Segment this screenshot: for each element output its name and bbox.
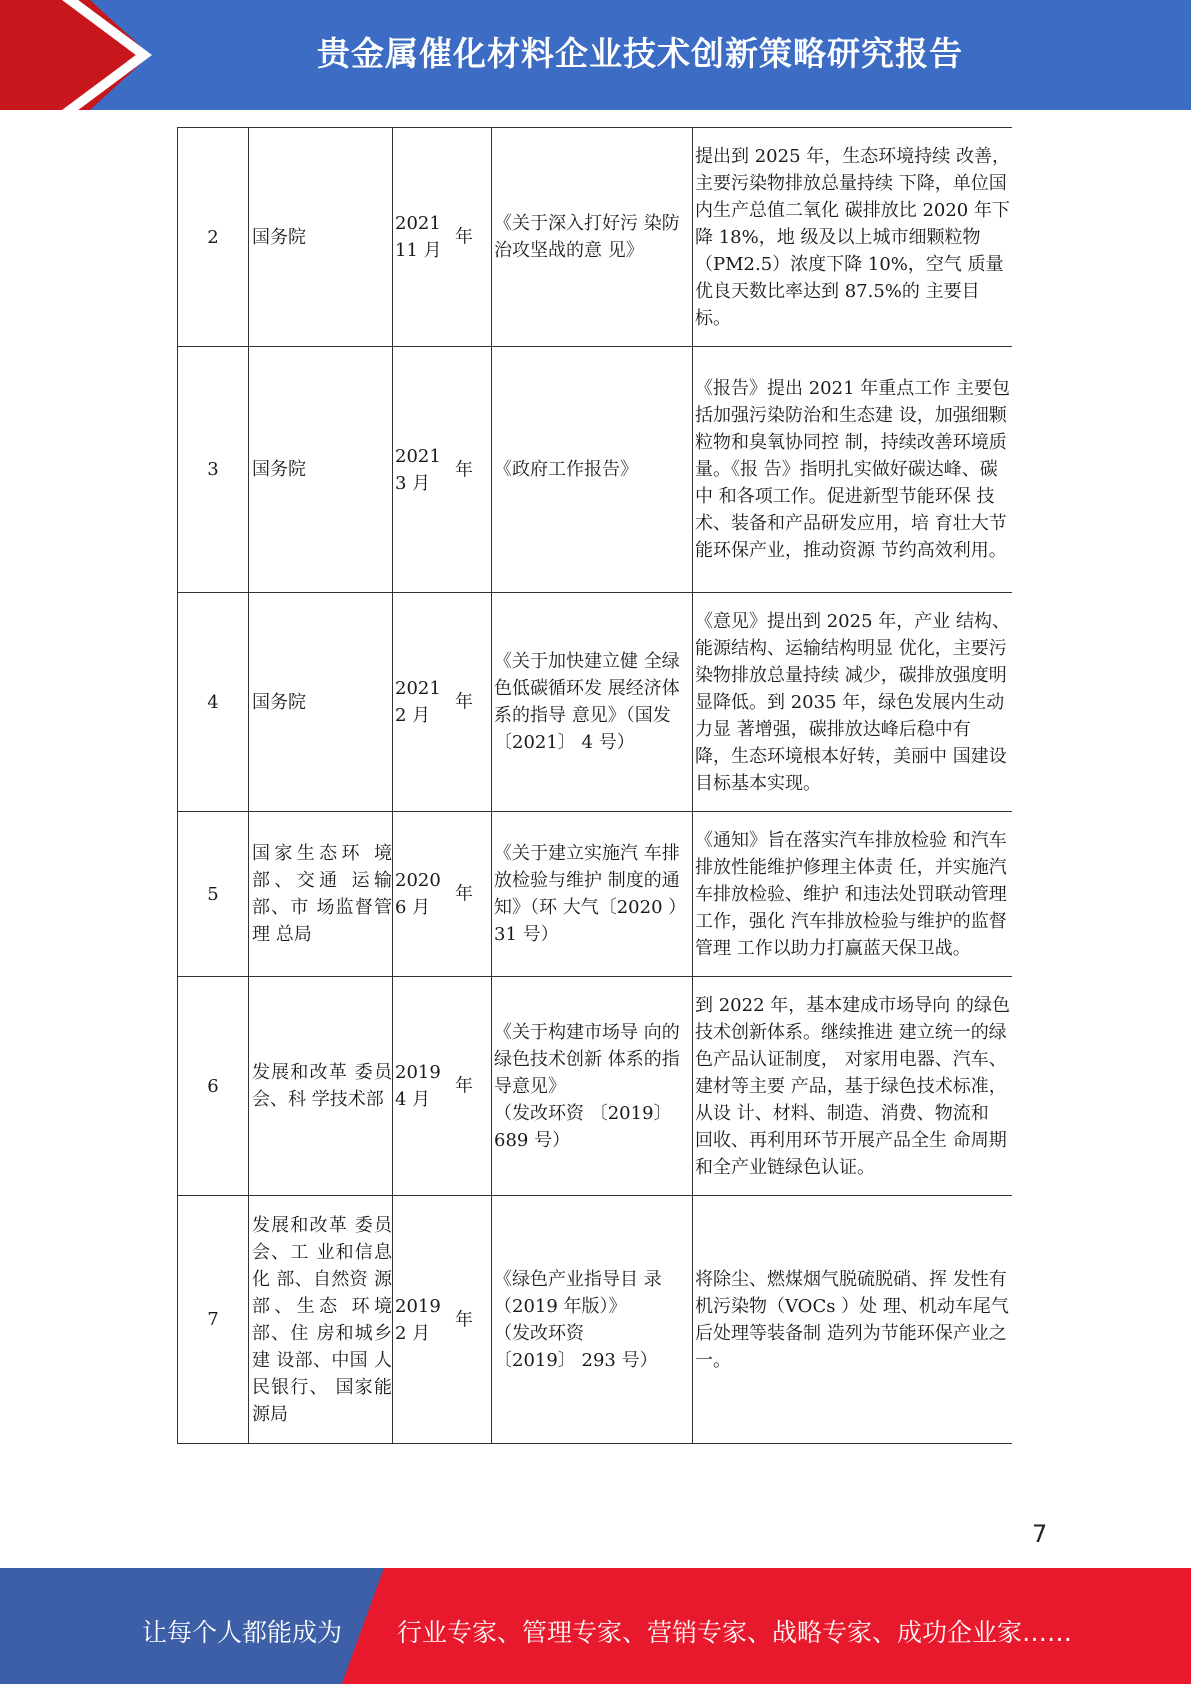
date-month: 2 月 bbox=[395, 1322, 431, 1344]
date-month: 6 月 bbox=[395, 897, 431, 918]
summary-paragraph: 将除尘、燃煤烟气脱硫脱硝、挥 发性有机污染物（VOCs ）处 理、机动车尾气后处理等装备制 造列为节能环保产业之一。 bbox=[695, 1268, 1009, 1371]
document-line: 《关于建立实施汽 车排放检验与维护 制度的通知》（环 大气〔2020 ） 31 号） bbox=[494, 843, 687, 945]
date-year: 2021 bbox=[395, 678, 441, 699]
issue-date bbox=[393, 128, 492, 347]
issue-date bbox=[393, 1196, 492, 1444]
row-number: 3 bbox=[178, 347, 249, 593]
footer-slogan-right: 行业专家、管理专家、营销专家、战略专家、成功企业家…… bbox=[397, 1618, 1073, 1647]
table-row bbox=[178, 347, 1013, 593]
document-line: 《关于深入打好污 染防治攻坚战的意 见》 bbox=[494, 213, 680, 261]
table-row bbox=[178, 128, 1013, 347]
row-number: 4 bbox=[178, 593, 249, 812]
date-month: 3 月 bbox=[395, 472, 431, 494]
summary-paragraph: （PM2.5）浓度下降 10%，空气 质量优良天数比率达到 87.5%的 主要目标。 bbox=[695, 253, 1004, 329]
date-year: 2021 bbox=[395, 213, 441, 234]
policy-summary bbox=[693, 593, 1013, 812]
policy-document bbox=[492, 812, 693, 977]
table-row bbox=[178, 593, 1013, 812]
issuing-department: 发展和改革 委员会、工 业和信息化 部、自然资 源部、生态 环境部、住 房和城乡建 设部、中国 人民银行、 国家能源局 bbox=[249, 1196, 393, 1444]
row-number: 5 bbox=[178, 812, 249, 977]
document-line: 〔2019〕 293 号） bbox=[494, 1349, 658, 1371]
issue-date bbox=[393, 977, 492, 1196]
document-line: 《关于构建市场导 向的绿色技术创新 体系的指导意见》 bbox=[494, 1021, 680, 1097]
policy-summary bbox=[693, 347, 1013, 593]
date-year: 2019 bbox=[395, 1295, 441, 1317]
table-row bbox=[178, 1196, 1013, 1444]
issue-date bbox=[393, 593, 492, 812]
issuing-department: 国家生态环 境部、交通 运输部、市 场监督管理 总局 bbox=[249, 812, 393, 977]
row-number: 7 bbox=[178, 1196, 249, 1444]
page-footer bbox=[0, 1568, 1191, 1684]
date-month: 4 月 bbox=[395, 1089, 431, 1110]
policy-document bbox=[492, 977, 693, 1196]
date-year-suffix: 年 bbox=[455, 1075, 473, 1097]
date-year-suffix: 年 bbox=[455, 691, 473, 713]
document-line: 《政府工作报告》 bbox=[494, 459, 638, 480]
policy-document bbox=[492, 593, 693, 812]
summary-paragraph: 提出到 2025 年，生态环境持续 改善，主要污染物排放总量持续 下降，单位国内生产总值二氧化 碳排放比 2020 年下降 18%，地 级及以上城市细颗粒物 bbox=[695, 145, 1010, 248]
summary-paragraph: 到 2022 年，基本建成市场导向 的绿色技术创新体系。继续推进 建立统一的绿色产品认证制度， 对家用电器、汽车、建材等主要 产品，基于绿色技术标准，从设 计、材料、制造、消费、物流和 回收、再利用环节开展产品全生 命周期和全产业链绿色认证。 bbox=[695, 994, 1010, 1178]
page-number: 7 bbox=[1032, 1520, 1048, 1548]
date-month: 2 月 bbox=[395, 705, 431, 726]
issuing-department: 发展和改革 委员会、科 学技术部 bbox=[249, 977, 393, 1196]
policy-summary bbox=[693, 1196, 1013, 1444]
issuing-department: 国务院 bbox=[249, 128, 393, 347]
date-month: 11 月 bbox=[395, 240, 442, 261]
document-line: 《关于加快建立健 全绿色低碳循环发 展经济体系的指导 意见》（国发 bbox=[494, 651, 680, 726]
date-year: 2020 bbox=[395, 870, 441, 891]
page-header bbox=[0, 0, 1191, 110]
report-title: 贵金属催化材料企业技术创新策略研究报告 bbox=[317, 34, 963, 73]
document-line: （发改环资 bbox=[494, 1322, 584, 1344]
date-year-suffix: 年 bbox=[455, 1309, 473, 1330]
date-year: 2021 bbox=[395, 445, 441, 467]
summary-paragraph: 《意见》提出到 2025 年，产业 结构、能源结构、运输结构明显 优化，主要污染物排放总量持续 减少，碳排放强度明显降低。到 2035 年，绿色发展内生动力显 著增强，碳排放达峰后稳中有 降，生态环境根本好转，美丽中 国建设目标基本实现。 bbox=[695, 610, 1010, 794]
row-number: 2 bbox=[178, 128, 249, 347]
summary-paragraph: 《报告》提出 2021 年重点工作 主要包括加强污染防治和生态建 设，加强细颗粒物和臭氧协同控 制，持续改善环境质量。《报 告》指明扎实做好碳达峰、碳中 和各项工作。促进新型节能环保 技术、装备和产品研发应用，培 育壮大节能环保产业，推动资源 节约高效利用。 bbox=[695, 378, 1010, 561]
footer-slogan-left: 让每个人都能成为 bbox=[142, 1618, 343, 1647]
policy-table bbox=[177, 127, 1012, 1444]
document-line: 〔2021〕 4 号） bbox=[494, 732, 635, 753]
policy-document bbox=[492, 128, 693, 347]
summary-paragraph: 《通知》旨在落实汽车排放检验 和汽车排放性能维护修理主体责 任，并实施汽车排放检验、维护 和违法处罚联动管理工作，强化 汽车排放检验与维护的监督管理 工作以助力打赢蓝天保卫战。 bbox=[695, 829, 1007, 959]
issue-date bbox=[393, 812, 492, 977]
table-row bbox=[178, 977, 1013, 1196]
policy-document bbox=[492, 347, 693, 593]
table-row bbox=[178, 812, 1013, 977]
header-red-chevron bbox=[0, 0, 150, 110]
date-year-suffix: 年 bbox=[455, 883, 473, 905]
document-line: 《绿色产业指导目 录（2019 年版）》 bbox=[494, 1268, 662, 1317]
policy-summary bbox=[693, 812, 1013, 977]
policy-document bbox=[492, 1196, 693, 1444]
issue-date bbox=[393, 347, 492, 593]
date-year: 2019 bbox=[395, 1062, 441, 1083]
row-number: 6 bbox=[178, 977, 249, 1196]
policy-summary bbox=[693, 977, 1013, 1196]
date-year-suffix: 年 bbox=[455, 226, 473, 248]
date-year-suffix: 年 bbox=[455, 459, 473, 480]
issuing-department: 国务院 bbox=[249, 593, 393, 812]
document-line: （发改环资 〔2019〕 689 号） bbox=[494, 1102, 672, 1151]
issuing-department: 国务院 bbox=[249, 347, 393, 593]
policy-summary bbox=[693, 128, 1013, 347]
